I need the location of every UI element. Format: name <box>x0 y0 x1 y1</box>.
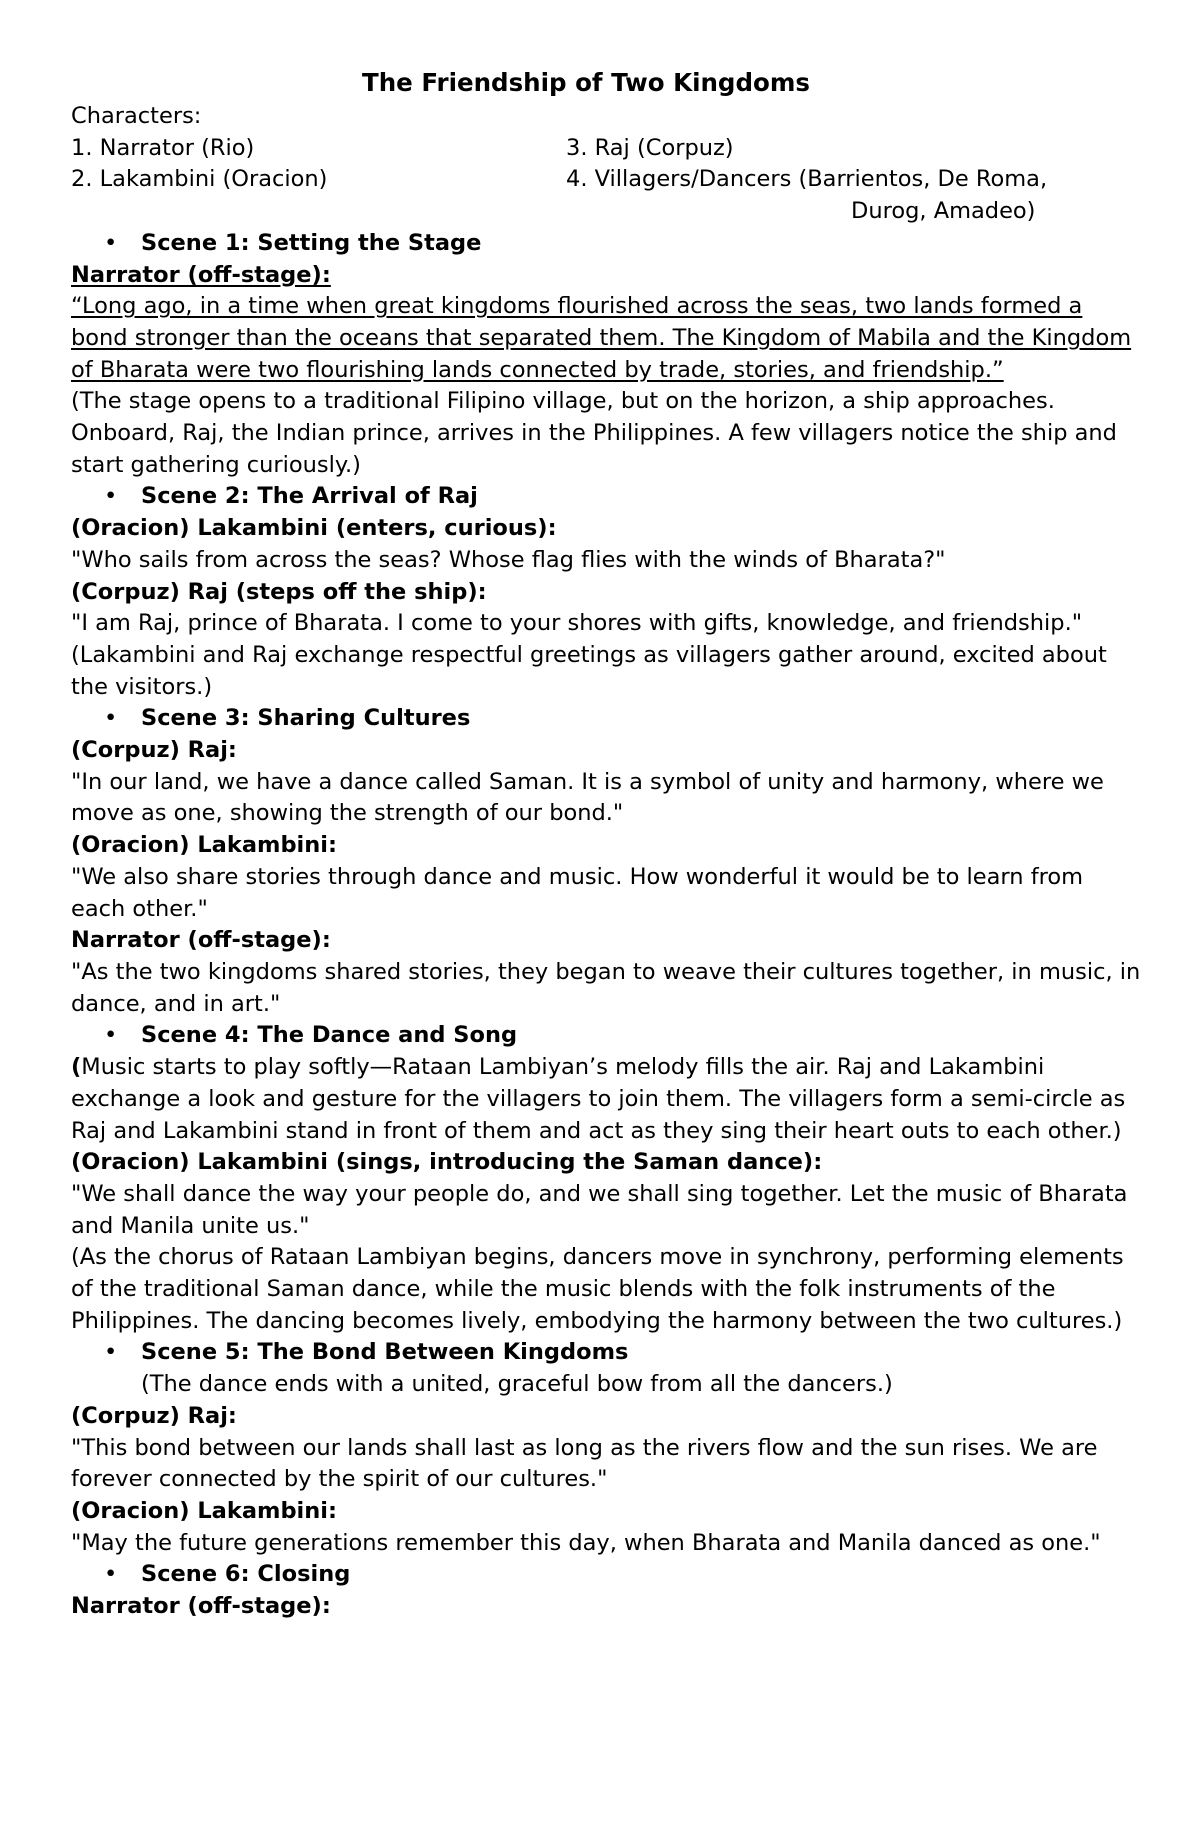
scene-heading <box>71 703 1141 735</box>
dialogue-line: "This bond between our lands shall last as long as the rivers flow and the sun rises. We are forever connected by the spirit of our cultures." <box>71 1434 1098 1493</box>
character-item: 2. Lakambini (Oracion) <box>71 166 328 193</box>
scene-heading-text: Scene 2: The Arrival of Raj <box>141 483 478 510</box>
scene-heading <box>71 1337 1141 1369</box>
bullet-icon: • <box>104 483 118 510</box>
stage-direction: (The stage opens to a traditional Filipino village, but on the horizon, a ship approaches. Onboard, Raj, the Indian prince, arrives in the Philippines. A few villagers notice the ship and start gathering curiously.) <box>71 388 1117 478</box>
document-page <box>71 64 1141 1623</box>
speaker-label: Narrator (off-stage): <box>71 927 331 954</box>
stage-direction: (Lakambini and Raj exchange respectful greetings as villagers gather around, excited about the visitors.) <box>71 641 1107 700</box>
speaker-label: (Corpuz) Raj: <box>71 737 237 764</box>
speaker-label: (Oracion) Lakambini (sings, introducing the Saman dance): <box>71 1149 823 1176</box>
speaker-label: Narrator (off-stage): <box>71 1593 331 1620</box>
bullet-icon: • <box>104 705 118 732</box>
scene-heading <box>71 1020 1141 1052</box>
scene-heading <box>71 481 1141 513</box>
dialogue-line: "As the two kingdoms shared stories, they began to weave their cultures together, in music, in dance, and in art." <box>71 958 1141 1017</box>
scene-heading-text: Scene 6: Closing <box>141 1561 351 1588</box>
character-item: 1. Narrator (Rio) <box>71 134 255 161</box>
bullet-icon: • <box>104 1022 118 1049</box>
bullet-icon: • <box>104 1339 118 1366</box>
dialogue-line: "We also share stories through dance and music. How wonderful it would be to learn from each other." <box>71 863 1084 922</box>
stage-direction-text: Music starts to play softly—Rataan Lambiyan’s melody fills the air. Raj and Lakambini exchange a look and gesture for the villagers to join them. The villagers form a semi-circle as Raj and Lakambini stand in front of them and act as they sing their heart outs to each other.) <box>71 1054 1126 1144</box>
dialogue-line: "I am Raj, prince of Bharata. I come to your shores with gifts, knowledge, and friendship." <box>71 610 1083 637</box>
dialogue-line: "May the future generations remember this day, when Bharata and Manila danced as one." <box>71 1529 1101 1556</box>
speaker-label: (Oracion) Lakambini (enters, curious): <box>71 515 557 542</box>
speaker-label: (Oracion) Lakambini: <box>71 1497 337 1524</box>
stage-direction <box>71 1052 1141 1147</box>
scene-heading <box>71 228 1141 260</box>
characters-list <box>71 133 1141 228</box>
scene-heading-text: Scene 4: The Dance and Song <box>141 1022 518 1049</box>
speaker-label: (Corpuz) Raj (steps off the ship): <box>71 578 487 605</box>
scene-heading-text: Scene 1: Setting the Stage <box>141 229 482 256</box>
character-item: 3. Raj (Corpuz) <box>566 134 734 161</box>
speaker-label: Narrator (off-stage): <box>71 261 331 288</box>
stage-direction: (The dance ends with a united, graceful bow from all the dancers.) <box>141 1371 893 1398</box>
bullet-icon: • <box>104 229 118 256</box>
speaker-label: (Corpuz) Raj: <box>71 1402 237 1429</box>
bullet-icon: • <box>104 1561 118 1588</box>
dialogue-line: "Who sails from across the seas? Whose flag flies with the winds of Bharata?" <box>71 546 946 573</box>
characters-column-left <box>71 133 566 228</box>
speaker-label: (Oracion) Lakambini: <box>71 832 337 859</box>
document-title: The Friendship of Two Kingdoms <box>362 68 810 97</box>
character-item: 4. Villagers/Dancers (Barrientos, De Roma, <box>566 166 1048 193</box>
characters-label: Characters: <box>71 103 202 129</box>
dialogue-line: "We shall dance the way your people do, and we shall sing together. Let the music of Bharata and Manila unite us." <box>71 1180 1128 1239</box>
scene-heading <box>71 1559 1141 1591</box>
character-item-continuation: Durog, Amadeo) <box>851 198 1036 225</box>
stage-direction: (As the chorus of Rataan Lambiyan begins, dancers move in synchrony, performing elements of the traditional Saman dance, while the music blends with the folk instruments of the Philippines. The dancing becomes lively, embodying the harmony between the two cultures.) <box>71 1244 1124 1334</box>
dialogue-line: "In our land, we have a dance called Saman. It is a symbol of unity and harmony, where we move as one, showing the strength of our bond." <box>71 768 1104 827</box>
characters-column-right <box>566 133 1141 228</box>
scene-heading-text: Scene 5: The Bond Between Kingdoms <box>141 1339 629 1366</box>
stage-direction-open-paren: ( <box>71 1054 82 1081</box>
scene-heading-text: Scene 3: Sharing Cultures <box>141 705 471 732</box>
dialogue-line: “Long ago, in a time when great kingdoms flourished across the seas, two lands formed a bond stronger than the oceans that separated them. The Kingdom of Mabila and the Kingdom of Bharata were two flourishing lands connected by trade, stories, and friendship.” <box>71 293 1132 383</box>
